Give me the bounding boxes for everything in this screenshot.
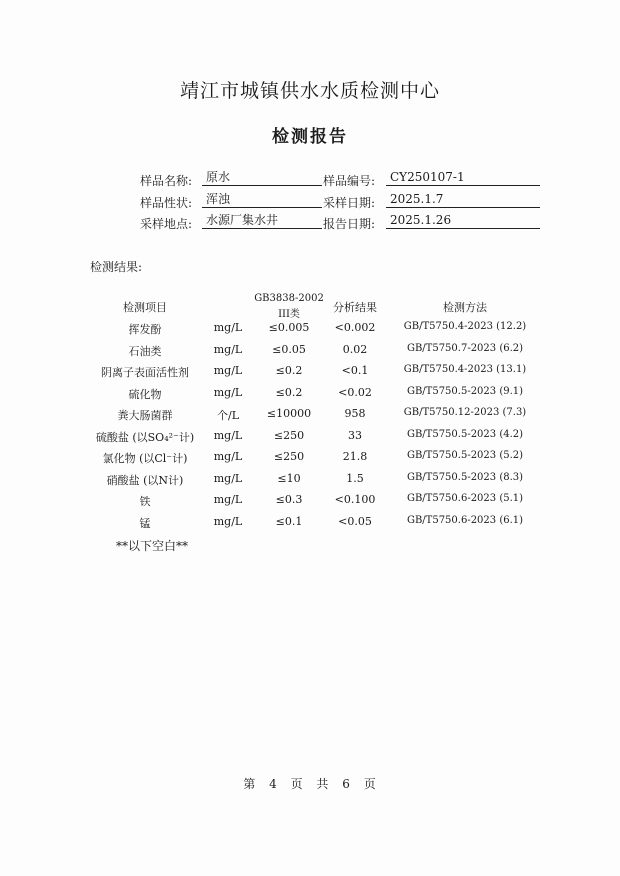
report-date-label: 报告日期: <box>323 217 376 231</box>
end-note: **以下空白** <box>116 539 189 553</box>
row-result: <0.02 <box>338 385 372 399</box>
footer-total-pages: 6 <box>342 777 351 791</box>
row-result: <0.1 <box>341 364 369 377</box>
row-method: GB/T5750.6-2023 (5.1) <box>406 493 524 504</box>
row-item: 石油类 <box>128 344 162 358</box>
sample-no-value: CY250107-1 <box>386 170 540 186</box>
row-standard: ≤250 <box>273 450 305 463</box>
table-row <box>0 343 620 361</box>
sampling-date-label: 采样日期: <box>323 196 376 210</box>
table-row <box>0 429 620 447</box>
row-standard: ≤0.3 <box>275 493 303 506</box>
row-standard: ≤0.1 <box>275 514 303 528</box>
row-unit: mg/L <box>213 471 243 485</box>
sample-state-label: 样品性状: <box>140 196 193 210</box>
table-row <box>0 364 620 382</box>
sample-name-label: 样品名称: <box>140 174 193 188</box>
row-unit: 个/L <box>216 409 239 422</box>
header-standard-line2: III类 <box>278 309 300 320</box>
header-method: 检测方法 <box>443 301 487 314</box>
row-method: GB/T5750.12-2023 (7.3) <box>403 407 527 418</box>
table-row <box>0 407 620 425</box>
footer-gong: 共 <box>316 777 330 791</box>
row-method: GB/T5750.5-2023 (8.3) <box>406 471 524 483</box>
row-method: GB/T5750.5-2023 (9.1) <box>406 385 524 397</box>
sample-name-value: 原水 <box>202 170 322 186</box>
table-row <box>0 386 620 404</box>
sampling-date-value: 2025.1.7 <box>386 192 540 208</box>
row-result: 33 <box>348 428 362 442</box>
sampling-site-label: 采样地点: <box>140 217 193 231</box>
row-result: 21.8 <box>342 450 368 463</box>
row-item: 氯化物 (以Cl⁻计) <box>102 452 188 465</box>
header-result: 分析结果 <box>333 301 377 314</box>
row-unit: mg/L <box>213 450 243 463</box>
row-item: 挥发酚 <box>128 323 162 336</box>
footer-ye2: 页 <box>363 777 377 791</box>
row-item: 硝酸盐 (以N计) <box>106 473 184 487</box>
row-standard: ≤250 <box>273 428 305 442</box>
page-footer <box>0 775 620 792</box>
table-row <box>0 493 620 511</box>
sample-no-label: 样品编号: <box>323 174 376 188</box>
row-unit: mg/L <box>213 428 243 442</box>
footer-page-number: 4 <box>269 777 278 791</box>
header-standard-line1: GB3838-2002 <box>254 293 324 304</box>
row-method: GB/T5750.6-2023 (6.1) <box>406 514 524 526</box>
row-item: 硫化物 <box>128 387 162 401</box>
row-result: 0.02 <box>342 342 368 356</box>
row-item: 粪大肠菌群 <box>117 409 173 422</box>
row-unit: mg/L <box>213 493 243 506</box>
table-row <box>0 321 620 339</box>
row-standard: ≤0.005 <box>268 321 310 334</box>
row-unit: mg/L <box>213 385 243 399</box>
row-item: 铁 <box>139 495 151 508</box>
row-unit: mg/L <box>213 342 243 356</box>
row-unit: mg/L <box>213 364 243 377</box>
table-row <box>0 472 620 490</box>
row-unit: mg/L <box>213 514 243 528</box>
header-item: 检测项目 <box>123 301 167 314</box>
table-row <box>0 450 620 468</box>
row-item: 阴离子表面活性剂 <box>101 366 189 379</box>
organization-title: 靖江市城镇供水水质检测中心 <box>179 80 440 102</box>
sample-state-value: 浑浊 <box>202 192 322 208</box>
row-item: 硫酸盐 (以SO₄²⁻计) <box>95 430 195 444</box>
row-result: <0.002 <box>334 321 376 334</box>
row-method: GB/T5750.4-2023 (13.1) <box>403 364 527 375</box>
row-standard: ≤10 <box>277 471 301 485</box>
row-standard: ≤0.2 <box>275 364 303 377</box>
footer-di: 第 <box>243 777 257 791</box>
row-result: 1.5 <box>346 471 364 485</box>
row-standard: ≤0.2 <box>275 385 303 399</box>
results-label: 检测结果: <box>90 260 143 274</box>
row-result: <0.100 <box>334 493 376 506</box>
row-method: GB/T5750.4-2023 (12.2) <box>403 321 527 332</box>
row-result: 958 <box>344 407 366 420</box>
footer-ye: 页 <box>290 777 304 791</box>
report-title: 检测报告 <box>272 127 348 147</box>
row-standard: ≤10000 <box>266 407 312 420</box>
sampling-site-value: 水源厂集水井 <box>202 213 322 229</box>
row-result: <0.05 <box>338 514 372 528</box>
table-row <box>0 515 620 533</box>
row-standard: ≤0.05 <box>272 342 306 356</box>
row-method: GB/T5750.5-2023 (5.2) <box>406 450 524 461</box>
report-date-value: 2025.1.26 <box>386 213 540 229</box>
row-method: GB/T5750.7-2023 (6.2) <box>406 342 524 354</box>
row-method: GB/T5750.5-2023 (4.2) <box>406 428 524 440</box>
row-item: 锰 <box>139 516 151 530</box>
row-unit: mg/L <box>213 321 243 334</box>
